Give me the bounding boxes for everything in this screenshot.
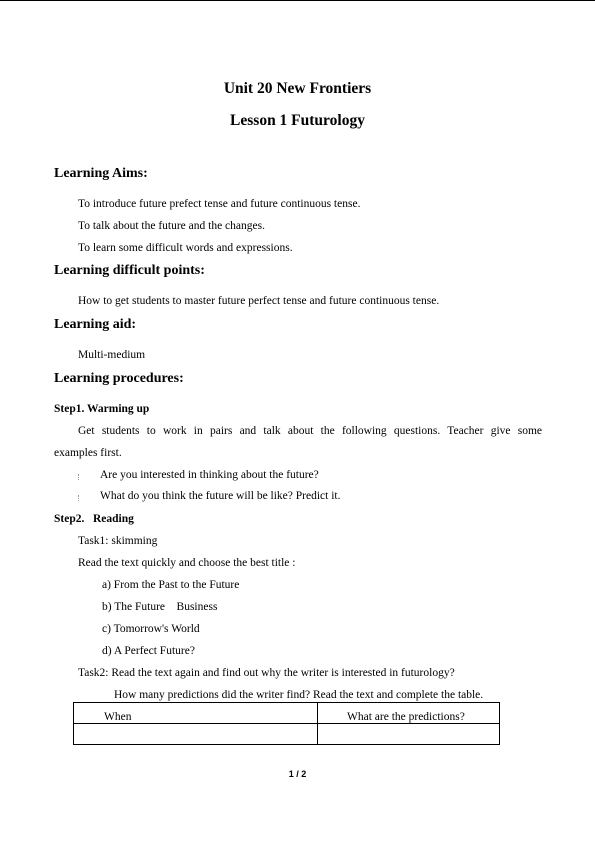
table-header-cell: What are the predictions?: [318, 703, 500, 724]
predictions-table: [73, 702, 500, 745]
title-option: a) From the Past to the Future: [102, 579, 240, 591]
bullet-marker: [78, 474, 83, 480]
task2-label: Task2: Read the text again and find out why the writer is interested in futurology?: [78, 667, 455, 679]
aims-heading: Learning Aims:: [54, 166, 148, 181]
procedures-heading: Learning procedures:: [54, 371, 184, 386]
title-option: c) Tomorrow's World: [102, 623, 200, 635]
lesson-title: Lesson 1 Futurology: [230, 112, 365, 129]
warmup-question: What do you think the future will be like? Predict it.: [100, 490, 341, 502]
aim-item: To talk about the future and the changes.: [78, 220, 265, 232]
document-title: Unit 20 New Frontiers: [223, 80, 372, 97]
table-cell[interactable]: [318, 724, 500, 745]
warmup-question: Are you interested in thinking about the future?: [100, 469, 319, 481]
difficult-points-heading: Learning difficult points:: [54, 263, 205, 278]
step1-intro: Get students to work in pairs and talk about the following questions. Teacher give some: [78, 425, 542, 437]
table-header-row: [74, 703, 500, 724]
bullet-marker: [78, 495, 83, 501]
aid-text: Multi-medium: [78, 349, 146, 361]
title-option: b) The Future Business: [102, 601, 218, 613]
step2-heading: Step2. Reading: [54, 513, 134, 525]
title-option: d) A Perfect Future?: [102, 645, 195, 657]
skimming-instruction: Read the text quickly and choose the best title :: [78, 557, 296, 569]
aim-item: To learn some difficult words and expressions.: [78, 242, 293, 254]
task1-label: Task1: skimming: [78, 535, 158, 547]
aid-heading: Learning aid:: [54, 317, 137, 332]
table-header-cell: When: [74, 703, 318, 724]
step1-heading: Step1. Warming up: [54, 403, 150, 415]
difficult-points-text: How to get students to master future perfect tense and future continuous tense.: [78, 295, 440, 307]
page-top-rule: [0, 0, 595, 1]
page-number: 1 / 2: [288, 769, 307, 779]
table-row: [74, 724, 500, 745]
step1-intro-continued: examples first.: [54, 447, 122, 459]
aim-item: To introduce future prefect tense and future continuous tense.: [78, 198, 361, 210]
table-cell[interactable]: [74, 724, 318, 745]
task2-subinstruction: How many predictions did the writer find? Read the text and complete the table.: [114, 689, 484, 701]
